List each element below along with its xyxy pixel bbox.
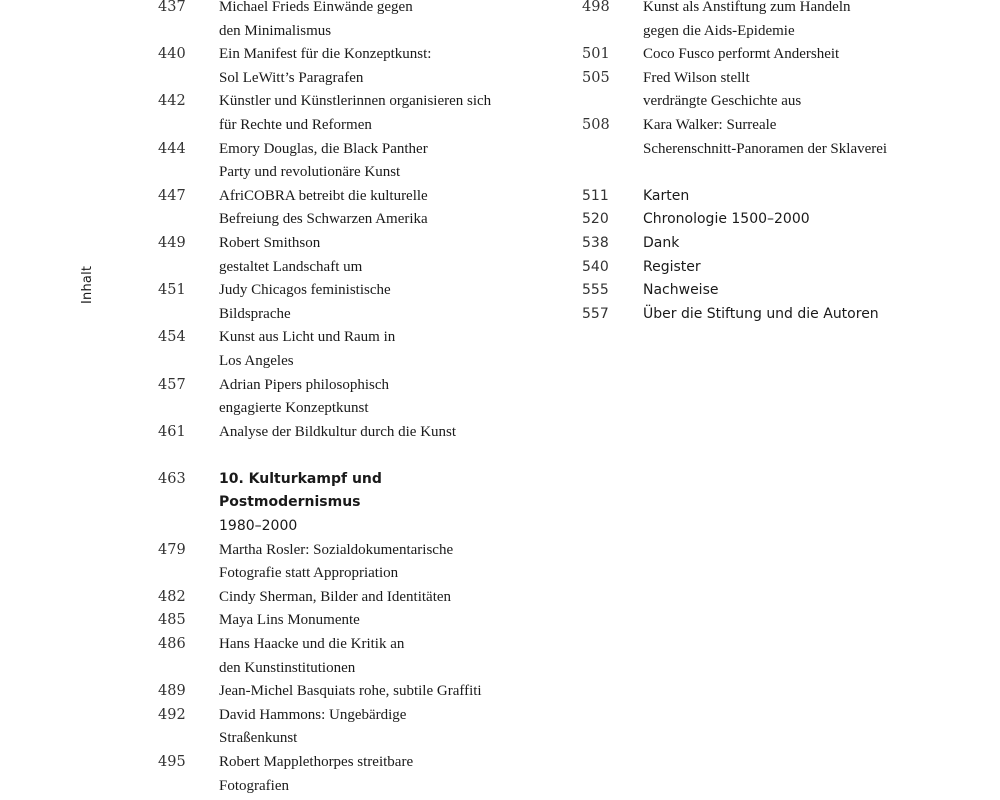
toc-entry[interactable]: [158, 326, 538, 373]
toc-entry[interactable]: [158, 633, 538, 680]
toc-entry-title: [643, 43, 982, 67]
toc-page-number: 511: [582, 187, 609, 204]
toc-entry-title: [643, 256, 982, 280]
toc-entry-line: Maya Lins Monumente: [219, 612, 360, 629]
chapter-title: [219, 468, 538, 539]
toc-entry-title: [219, 680, 538, 704]
toc-entry-line: Karten: [643, 187, 690, 204]
toc-entry-title: [219, 185, 538, 232]
toc-entry[interactable]: [158, 751, 538, 798]
toc-entry-line: Martha Rosler: Sozialdokumentarische: [219, 541, 454, 558]
chapter-title-line: Postmodernismus: [219, 494, 361, 511]
toc-entry-line: gegen die Aids-Epidemie: [643, 22, 795, 39]
toc-entry-title: [219, 232, 538, 279]
toc-page-number: 485: [158, 612, 186, 629]
toc-group-left-after: [158, 539, 538, 799]
toc-entry-title: [219, 586, 538, 610]
toc-entry[interactable]: [158, 43, 538, 90]
toc-entry-title: [219, 279, 538, 326]
toc-entry[interactable]: [158, 138, 538, 185]
toc-entry-title: [219, 539, 538, 586]
toc-entry-title: [219, 43, 538, 90]
toc-entry-title: [643, 185, 982, 209]
toc-page-number: 505: [582, 69, 610, 86]
toc-entry-line: Kunst als Anstiftung zum Handeln: [643, 0, 851, 15]
toc-entry-title: [643, 67, 982, 114]
toc-entry-line: Cindy Sherman, Bilder and Identitäten: [219, 588, 452, 605]
chapter-page-number: 463: [158, 470, 186, 487]
toc-entry[interactable]: [158, 90, 538, 137]
toc-entry-line: Hans Haacke und die Kritik an: [219, 636, 405, 653]
toc-entry-line: Coco Fusco performt Andersheit: [643, 46, 840, 63]
toc-entry-line: Robert Smithson: [219, 234, 321, 251]
toc-page-number: 489: [158, 683, 186, 700]
toc-entry-line: Michael Frieds Einwände gegen: [219, 0, 413, 15]
toc-entry[interactable]: [158, 374, 538, 421]
toc-entry-title: [643, 114, 982, 161]
toc-entry-line: Sol LeWitt’s Paragrafen: [219, 69, 364, 86]
toc-entry-line: den Minimalismus: [219, 22, 332, 39]
toc-entry-line: AfriCOBRA betreibt die kulturelle: [219, 187, 428, 204]
toc-entry[interactable]: [158, 609, 538, 633]
toc-entry-title: [219, 609, 538, 633]
toc-entry-line: für Rechte und Reformen: [219, 116, 372, 133]
toc-entry[interactable]: [582, 303, 982, 327]
toc-entry-line: Nachweise: [643, 282, 719, 299]
toc-page-number: 540: [582, 258, 609, 275]
toc-page-number: 557: [582, 305, 609, 322]
toc-entry[interactable]: [582, 43, 982, 67]
toc-page-number: 442: [158, 93, 186, 110]
toc-entry-title: [643, 232, 982, 256]
toc-page-number: 454: [158, 329, 186, 346]
toc-page-number: 437: [158, 0, 186, 15]
toc-entry-line: Chronologie 1500–2000: [643, 211, 810, 228]
toc-entry-line: gestaltet Landschaft um: [219, 258, 363, 275]
toc-entry-title: [219, 421, 538, 445]
chapter-years: 1980–2000: [219, 518, 298, 535]
toc-entry-line: Kunst aus Licht und Raum in: [219, 329, 396, 346]
spacer: [158, 444, 538, 468]
toc-entry-title: [643, 279, 982, 303]
toc-entry[interactable]: [582, 185, 982, 209]
toc-entry[interactable]: [582, 67, 982, 114]
toc-entry-title: [219, 374, 538, 421]
toc-entry-title: [219, 633, 538, 680]
toc-entry[interactable]: [582, 114, 982, 161]
toc-entry-title: [643, 303, 982, 327]
toc-entry[interactable]: [582, 232, 982, 256]
toc-entry-title: [219, 326, 538, 373]
toc-entry-title: [219, 90, 538, 137]
toc-entry-line: Party und revolutionäre Kunst: [219, 164, 401, 181]
toc-entry-line: Fotografie statt Appropriation: [219, 565, 399, 582]
toc-page-number: 457: [158, 376, 186, 393]
section-label: Inhalt: [80, 265, 95, 304]
toc-entry[interactable]: [158, 680, 538, 704]
toc-entry-line: Kara Walker: Surreale: [643, 116, 777, 133]
toc-entry[interactable]: [158, 0, 538, 43]
toc-entry-title: [643, 208, 982, 232]
toc-entry-line: den Kunstinstitutionen: [219, 659, 356, 676]
toc-entry-line: Analyse der Bildkultur durch die Kunst: [219, 423, 457, 440]
toc-entry-line: Befreiung des Schwarzen Amerika: [219, 211, 428, 228]
toc-group-right: [582, 0, 982, 161]
toc-page-number: 498: [582, 0, 610, 15]
toc-entry[interactable]: [582, 279, 982, 303]
chapter-heading[interactable]: [158, 468, 538, 539]
toc-page-number: 449: [158, 234, 186, 251]
toc-page-number: 555: [582, 282, 609, 299]
toc-entry-line: Dank: [643, 234, 680, 251]
toc-page-number: 444: [158, 140, 186, 157]
toc-entry-line: Register: [643, 258, 701, 275]
toc-entry-line: Scherenschnitt-Panoramen der Sklaverei: [643, 140, 888, 157]
toc-entry-title: [219, 138, 538, 185]
toc-entry-line: Künstler und Künstlerinnen organisieren sich: [219, 93, 492, 110]
toc-entry-line: Adrian Pipers philosophisch: [219, 376, 389, 393]
toc-entry-line: David Hammons: Ungebärdige: [219, 706, 407, 723]
toc-page-number: 495: [158, 754, 186, 770]
toc-entry-title: [219, 0, 538, 43]
toc-entry-line: Robert Mapplethorpes streitbare: [219, 754, 414, 770]
toc-page-number: 447: [158, 187, 186, 204]
toc-page-number: 451: [158, 282, 186, 299]
toc-entry-line: Judy Chicagos feministische: [219, 282, 391, 299]
toc-entry[interactable]: [158, 421, 538, 445]
toc-page-number: 482: [158, 588, 186, 605]
toc-entry-line: engagierte Konzeptkunst: [219, 400, 369, 417]
toc-right-column: [582, 0, 982, 326]
toc-back-matter: [582, 185, 982, 327]
toc-page-number: 486: [158, 636, 186, 653]
toc-page-number: 520: [582, 211, 609, 228]
toc-page-number: 538: [582, 234, 609, 251]
toc-page-number: 501: [582, 46, 610, 63]
toc-page-number: 461: [158, 423, 186, 440]
toc-entry[interactable]: [582, 256, 982, 280]
toc-entry[interactable]: [158, 185, 538, 232]
toc-entry-line: Jean-Michel Basquiats rohe, subtile Graffiti: [219, 683, 482, 700]
toc-entry-line: Los Angeles: [219, 352, 294, 369]
toc-entry-line: Ein Manifest für die Konzeptkunst:: [219, 46, 432, 63]
toc-left-column: [158, 0, 538, 798]
toc-page-number: 508: [582, 116, 610, 133]
toc-entry-title: [219, 751, 538, 798]
toc-entry[interactable]: [158, 232, 538, 279]
toc-entry-line: Über die Stiftung und die Autoren: [643, 305, 879, 322]
toc-entry-line: Bildsprache: [219, 305, 291, 322]
toc-entry[interactable]: [582, 208, 982, 232]
toc-entry-line: Fred Wilson stellt: [643, 69, 750, 86]
toc-group-left: [158, 0, 538, 444]
toc-entry[interactable]: [158, 539, 538, 586]
toc-page-number: 492: [158, 706, 186, 723]
toc-page-number: 479: [158, 541, 186, 558]
toc-page-number: 440: [158, 46, 186, 63]
toc-entry-line: Fotografien: [219, 777, 289, 794]
toc-entry-title: [219, 704, 538, 751]
toc-entry-line: verdrängte Geschichte aus: [643, 93, 802, 110]
toc-entry[interactable]: [158, 279, 538, 326]
toc-entry-line: Emory Douglas, die Black Panther: [219, 140, 428, 157]
spacer: [582, 161, 982, 185]
toc-entry-line: Straßenkunst: [219, 730, 298, 747]
toc-entry[interactable]: [582, 0, 982, 43]
toc-entry-title: [643, 0, 982, 43]
toc-entry[interactable]: [158, 704, 538, 751]
chapter-title-line: 10. Kulturkampf und: [219, 470, 382, 487]
toc-entry[interactable]: [158, 586, 538, 610]
